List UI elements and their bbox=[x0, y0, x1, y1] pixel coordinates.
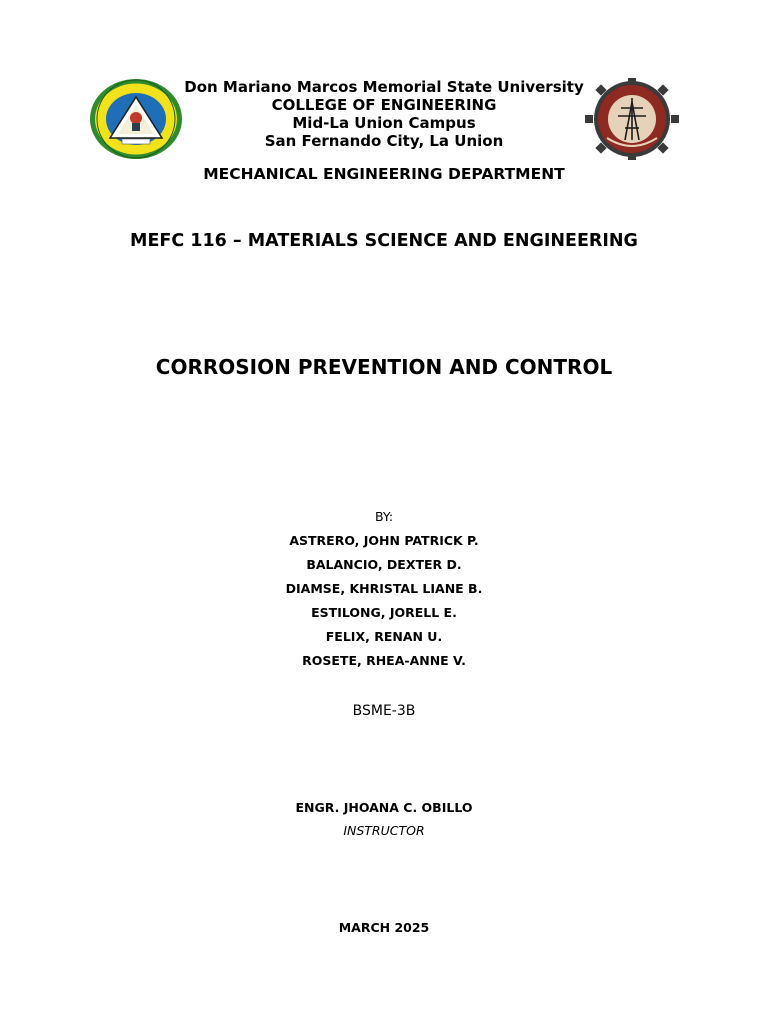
department-name: MECHANICAL ENGINEERING DEPARTMENT bbox=[203, 165, 565, 183]
author-name: ASTRERO, JOHN PATRICK P. bbox=[289, 533, 479, 548]
college-name: COLLEGE OF ENGINEERING bbox=[271, 96, 497, 114]
author-name: BALANCIO, DEXTER D. bbox=[306, 557, 462, 572]
document-title: CORROSION PREVENTION AND CONTROL bbox=[155, 355, 613, 379]
instructor-role: INSTRUCTOR bbox=[343, 823, 425, 838]
author-name: ROSETE, RHEA-ANNE V. bbox=[302, 653, 466, 668]
university-name: Don Mariano Marcos Memorial State University bbox=[184, 78, 584, 96]
course-title: MEFC 116 – MATERIALS SCIENCE AND ENGINEERING bbox=[130, 231, 638, 251]
section-label: BSME-3B bbox=[352, 703, 416, 719]
author-name: ESTILONG, JORELL E. bbox=[311, 605, 457, 620]
campus-name: Mid-La Union Campus bbox=[292, 114, 476, 132]
author-name: FELIX, RENAN U. bbox=[325, 629, 443, 644]
campus-city: San Fernando City, La Union bbox=[264, 132, 504, 150]
author-name: DIAMSE, KHRISTAL LIANE B. bbox=[285, 581, 483, 596]
by-label: BY: bbox=[374, 509, 394, 524]
instructor-name: ENGR. JHOANA C. OBILLO bbox=[295, 800, 473, 815]
submission-date: MARCH 2025 bbox=[338, 920, 430, 935]
